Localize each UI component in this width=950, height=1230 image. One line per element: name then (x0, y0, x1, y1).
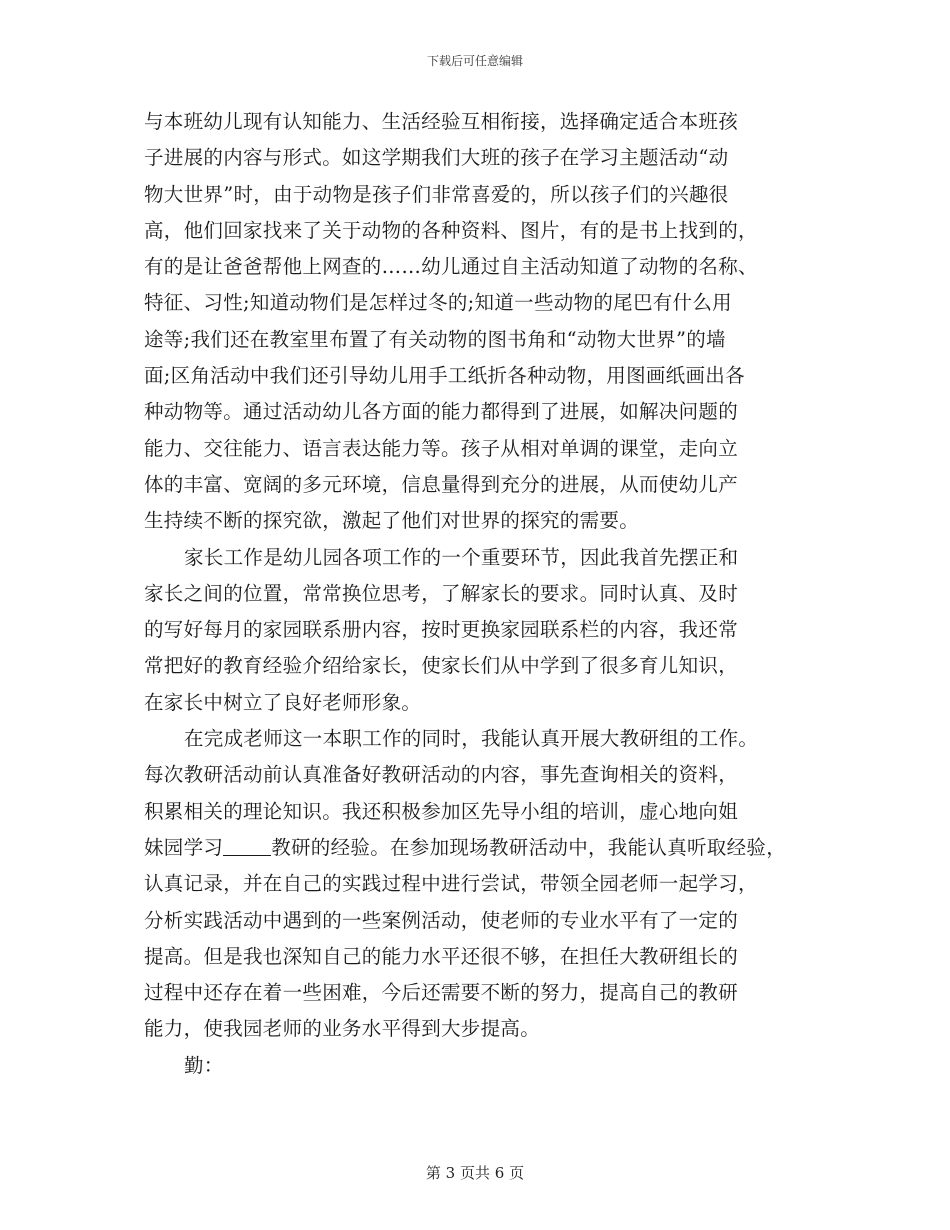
paragraph-1-line: 生持续不断的探究欲，激起了他们对世界的探究的需要。 (144, 509, 640, 533)
fill-in-blank (223, 835, 271, 856)
blank-prefix: 妹园学习 (144, 835, 224, 859)
document-body (144, 104, 819, 1084)
blank-suffix: 教研的经验。在参加现场教研活动中，我能认真听取经验， (271, 835, 787, 859)
paragraph-1-line: 体的丰富、宽阔的多元环境，信息量得到充分的进展，从而使幼儿产 (144, 472, 739, 496)
paragraph-1-line: 能力、交往能力、语言表达能力等。孩子从相对单调的课堂，走向立 (144, 436, 739, 460)
paragraph-1-line: 途等;我们还在教室里布置了有关动物的图书角和“动物大世界”的墙 (144, 327, 726, 351)
paragraph-1-line: 有的是让爸爸帮他上网查的……幼儿通过自主活动知道了动物的名称、 (144, 255, 758, 279)
paragraph-3-line: 能力，使我园老师的业务水平得到大步提高。 (144, 1017, 541, 1041)
paragraph-1-line: 物大世界”时，由于动物是孩子们非常喜爱的，所以孩子们的兴趣很 (144, 182, 729, 206)
paragraph-3-line: 认真记录，并在自己的实践过程中进行尝试，带领全园老师一起学习， (144, 872, 758, 896)
paragraph-3-line-with-blank (144, 830, 819, 866)
paragraph-1-line: 种动物等。通过活动幼儿各方面的能力都得到了进展，如解决问题的 (144, 400, 739, 424)
paragraph-2-line: 在家长中树立了良好老师形象。 (144, 690, 422, 714)
paragraph-1-line: 面;区角活动中我们还引导幼儿用手工纸折各种动物，用图画纸画出各 (144, 364, 745, 388)
paragraph-2-line: 家长工作是幼儿园各项工作的一个重要环节，因此我首先摆正和 (184, 545, 739, 569)
paragraph-2-line: 常把好的教育经验介绍给家长，使家长们从中学到了很多育儿知识， (144, 654, 739, 678)
page-number: 第 3 页共 6 页 (425, 1164, 525, 1182)
paragraph-2-line: 家长之间的位置，常常换位思考，了解家长的要求。同时认真、及时 (144, 581, 739, 605)
paragraph-1-line: 与本班幼儿现有认知能力、生活经验互相衔接，选择确定适合本班孩 (144, 110, 739, 133)
paragraph-3-line: 过程中还存在着一些困难，今后还需要不断的努力，提高自己的教研 (144, 981, 739, 1005)
paragraph-3-line: 在完成老师这一本职工作的同时，我能认真开展大教研组的工作。 (184, 727, 759, 751)
paragraph-2-line: 的写好每月的家园联系册内容，按时更换家园联系栏的内容，我还常 (144, 618, 739, 642)
paragraph-1-line: 高，他们回家找来了关于动物的各种资料、图片，有的是书上找到的， (144, 218, 758, 242)
paragraph-1-line: 子进展的内容与形式。如这学期我们大班的孩子在学习主题活动“动 (144, 146, 729, 170)
paragraph-3-line: 积累相关的理论知识。我还积极参加区先导小组的培训，虚心地向姐 (144, 799, 739, 823)
paragraph-3-line: 每次教研活动前认真准备好教研活动的内容，事先查询相关的资料， (144, 763, 739, 787)
paragraph-3-line: 提高。但是我也深知自己的能力水平还很不够，在担任大教研组长的 (144, 944, 739, 968)
paragraph-3-line: 分析实践活动中遇到的一些案例活动，使老师的专业水平有了一定的 (144, 908, 739, 932)
page-header-note: 下载后可任意编辑 (426, 54, 523, 68)
paragraph-1-line: 特征、习性;知道动物们是怎样过冬的;知道一些动物的尾巴有什么用 (144, 291, 732, 315)
section-heading: 勤： (184, 1053, 224, 1077)
